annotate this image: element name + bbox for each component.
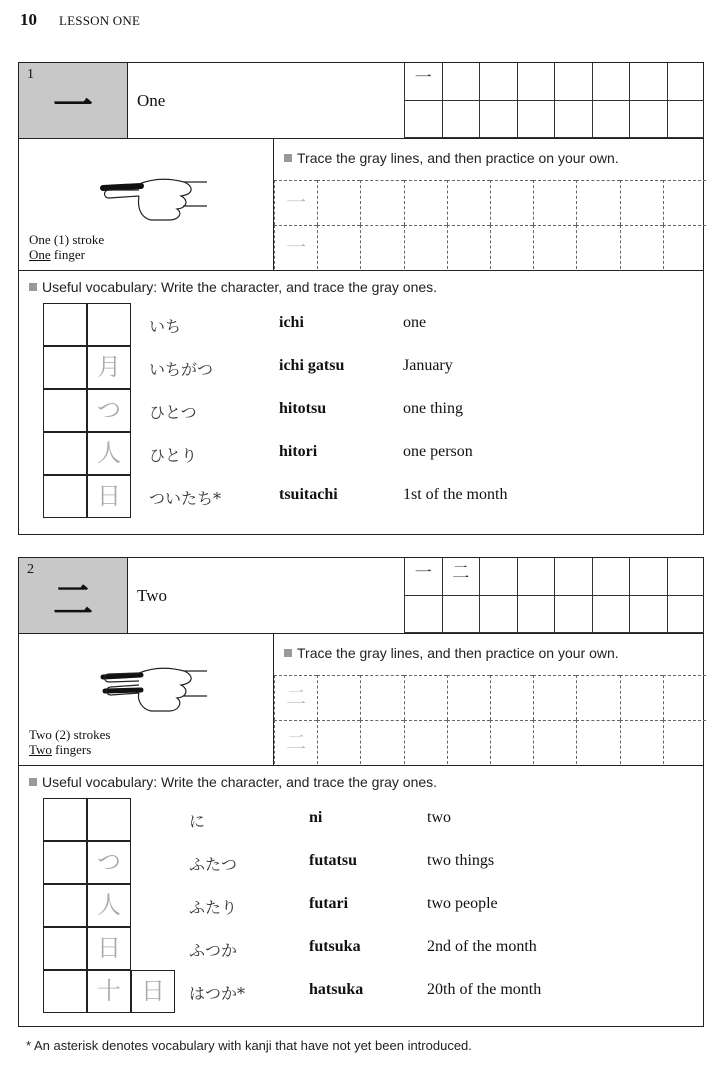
vocab-write-cell[interactable] (43, 841, 87, 884)
kanji-card-1 (18, 62, 704, 535)
trace-cell[interactable] (663, 225, 706, 270)
vocab-kana: ひとり (149, 446, 198, 465)
stroke-order-cell (554, 558, 592, 596)
vocab-romaji: futsuka (309, 938, 361, 955)
vocab-write-cell[interactable] (43, 884, 87, 927)
vocab-english: two (427, 809, 451, 826)
trace-grid (274, 675, 706, 764)
stroke-order-cell (554, 63, 592, 101)
kanji-display-box (19, 558, 128, 633)
vocab-romaji: hitotsu (279, 400, 327, 417)
stroke-order-cell: 一 (404, 558, 442, 596)
stroke-order-cell (517, 63, 555, 101)
vocab-english: two things (427, 852, 495, 869)
vocab-romaji: hitori (279, 443, 318, 460)
bullet-square-icon (29, 283, 37, 291)
kanji-meaning: Two (137, 586, 167, 605)
trace-cell[interactable] (620, 225, 663, 270)
vocab-kana: ひとつ (149, 403, 197, 422)
stroke-order-cell (667, 63, 705, 101)
trace-cell[interactable] (404, 720, 447, 765)
kanji-character: 一 (53, 82, 93, 129)
trace-practice-area (273, 138, 706, 270)
stroke-order-cell (667, 101, 705, 139)
trace-cell[interactable] (404, 675, 447, 720)
kanji-meaning: One (137, 91, 166, 110)
vocab-romaji: tsuitachi (279, 486, 338, 503)
kanji-character: 二 (53, 577, 93, 624)
trace-cell[interactable] (317, 180, 360, 225)
lesson-title: LESSON ONE (59, 13, 141, 28)
trace-cell[interactable] (576, 720, 619, 765)
stroke-count-info (29, 727, 110, 757)
vocab-romaji: hatsuka (309, 981, 364, 998)
vocab-write-cell[interactable] (43, 389, 87, 432)
trace-cell[interactable] (490, 180, 533, 225)
mnemonic-underlined: One (29, 247, 51, 262)
vocab-write-cell[interactable] (43, 927, 87, 970)
stroke-order-cell (629, 558, 667, 596)
trace-cell[interactable] (620, 720, 663, 765)
stroke-order-grid (404, 63, 704, 138)
stroke-order-cell (517, 558, 555, 596)
trace-cell[interactable] (317, 225, 360, 270)
mnemonic-rest: fingers (51, 742, 92, 757)
vocab-write-cell[interactable]: 日 (87, 927, 131, 970)
trace-cell[interactable] (360, 675, 403, 720)
trace-cell[interactable] (317, 720, 360, 765)
trace-cell[interactable] (490, 720, 533, 765)
page-number: 10 (20, 10, 37, 29)
trace-practice-area (273, 633, 706, 765)
trace-cell[interactable] (490, 675, 533, 720)
one-finger-hand-icon (99, 168, 209, 228)
stroke-order-cell (479, 63, 517, 101)
mnemonic-text (29, 742, 110, 757)
stroke-count-text: One (1) stroke (29, 232, 105, 247)
mnemonic-rest: finger (50, 247, 85, 262)
trace-cell[interactable] (404, 225, 447, 270)
stroke-practice-row (19, 633, 703, 766)
kanji-display-box (19, 63, 128, 138)
trace-cell[interactable] (620, 675, 663, 720)
vocab-english: one (403, 314, 427, 331)
vocab-write-cell[interactable] (43, 432, 87, 475)
vocab-write-cell[interactable] (43, 346, 87, 389)
stroke-count-text: Two (2) strokes (29, 727, 111, 742)
vocab-kana: ついたち* (149, 489, 222, 508)
footnote: * An asterisk denotes vocabulary with kanji that have not yet been introduced. (26, 1038, 472, 1053)
vocab-write-cell[interactable]: 人 (87, 884, 131, 927)
page-header (20, 10, 140, 34)
stroke-order-grid (404, 558, 704, 633)
bullet-square-icon (284, 649, 292, 657)
kanji-header-row (19, 558, 703, 634)
trace-cell[interactable] (360, 225, 403, 270)
stroke-order-cell (442, 63, 480, 101)
stroke-order-cell: 一 (404, 63, 442, 101)
vocab-title-text: Useful vocabulary: Write the character, and trace the gray ones. (42, 279, 438, 295)
vocab-write-cell[interactable] (43, 475, 87, 518)
trace-cell[interactable] (533, 225, 576, 270)
stroke-order-cell: 二 (442, 558, 480, 596)
stroke-order-cell (592, 558, 630, 596)
vocab-write-cell[interactable]: 日 (131, 970, 175, 1013)
vocab-english: 1st of the month (403, 486, 508, 503)
trace-grid (274, 180, 706, 269)
vocab-kana: ふたり (189, 898, 238, 917)
vocab-romaji: futari (309, 895, 349, 912)
stroke-order-cell (479, 558, 517, 596)
stroke-order-cell (629, 596, 667, 634)
trace-instruction-text: Trace the gray lines, and then practice on your own. (297, 150, 619, 166)
stroke-order-cell (554, 596, 592, 634)
trace-cell[interactable] (360, 720, 403, 765)
trace-cell[interactable]: 一 (274, 225, 317, 270)
vocab-romaji: futatsu (309, 852, 358, 869)
trace-cell[interactable] (447, 720, 490, 765)
mnemonic-underlined: Two (29, 742, 52, 757)
trace-cell[interactable] (663, 720, 706, 765)
stroke-order-cell (592, 101, 630, 139)
mnemonic-text (29, 247, 104, 262)
stroke-order-cell (629, 101, 667, 139)
vocab-english: 2nd of the month (427, 938, 537, 955)
stroke-order-cell (592, 596, 630, 634)
stroke-order-cell (404, 101, 442, 139)
stroke-order-cell (554, 101, 592, 139)
two-finger-hand-icon (99, 663, 209, 723)
vocab-romaji: ni (309, 809, 323, 826)
vocab-kana: はつか* (189, 984, 246, 1003)
vocab-title-text: Useful vocabulary: Write the character, and trace the gray ones. (42, 774, 438, 790)
vocab-romaji: ichi (279, 314, 304, 331)
vocab-write-cell[interactable]: つ (87, 389, 131, 432)
stroke-order-cell (442, 101, 480, 139)
trace-cell[interactable] (447, 675, 490, 720)
trace-cell[interactable] (663, 180, 706, 225)
bullet-square-icon (284, 154, 292, 162)
stroke-practice-row (19, 138, 703, 271)
vocab-kana: ふたつ (189, 855, 238, 874)
stroke-order-cell (592, 63, 630, 101)
bullet-square-icon (29, 778, 37, 786)
vocab-write-cell[interactable] (43, 970, 87, 1013)
stroke-order-cell (629, 63, 667, 101)
vocab-write-cell[interactable] (43, 303, 87, 346)
vocab-write-cell[interactable]: 人 (87, 432, 131, 475)
vocab-romaji: ichi gatsu (279, 357, 345, 374)
vocab-write-cell[interactable] (87, 303, 131, 346)
vocab-write-cell[interactable]: つ (87, 841, 131, 884)
trace-cell[interactable]: 二 (274, 720, 317, 765)
trace-cell[interactable] (533, 180, 576, 225)
stroke-order-cell (479, 596, 517, 634)
trace-cell[interactable] (576, 180, 619, 225)
trace-cell[interactable] (576, 675, 619, 720)
vocab-english: two people (427, 895, 498, 912)
stroke-order-cell (404, 596, 442, 634)
vocab-english: one thing (403, 400, 463, 417)
trace-cell[interactable] (620, 180, 663, 225)
trace-cell[interactable]: 一 (274, 180, 317, 225)
vocab-title (29, 774, 437, 790)
vocab-kana: に (189, 812, 206, 831)
trace-cell[interactable] (404, 180, 447, 225)
trace-cell[interactable] (317, 675, 360, 720)
stroke-count-info (29, 232, 104, 262)
stroke-order-cell (667, 558, 705, 596)
trace-cell[interactable] (663, 675, 706, 720)
kanji-number: 1 (27, 67, 34, 82)
trace-instruction-text: Trace the gray lines, and then practice on your own. (297, 645, 619, 661)
trace-cell[interactable] (533, 720, 576, 765)
trace-cell[interactable] (360, 180, 403, 225)
vocab-write-cell[interactable] (87, 798, 131, 841)
vocab-write-cell[interactable]: 日 (87, 475, 131, 518)
trace-cell[interactable] (533, 675, 576, 720)
kanji-number: 2 (27, 562, 34, 577)
trace-cell[interactable]: 二 (274, 675, 317, 720)
stroke-order-cell (517, 596, 555, 634)
vocab-kana: いちがつ (149, 360, 214, 379)
stroke-order-cell (479, 101, 517, 139)
vocab-title (29, 279, 437, 295)
trace-instruction (284, 645, 619, 661)
trace-cell[interactable] (447, 225, 490, 270)
vocab-english: January (403, 357, 453, 374)
trace-instruction (284, 150, 619, 166)
vocab-write-cell[interactable]: 月 (87, 346, 131, 389)
kanji-card-2 (18, 557, 704, 1027)
stroke-order-cell (517, 101, 555, 139)
trace-cell[interactable] (447, 180, 490, 225)
stroke-order-cell (667, 596, 705, 634)
stroke-order-cell (442, 596, 480, 634)
vocab-kana: ふつか (189, 941, 238, 960)
trace-cell[interactable] (576, 225, 619, 270)
vocab-write-cell[interactable]: 十 (87, 970, 131, 1013)
trace-cell[interactable] (490, 225, 533, 270)
vocab-kana: いち (149, 317, 182, 336)
vocab-write-cell[interactable] (43, 798, 87, 841)
vocab-english: one person (403, 443, 473, 460)
vocab-english: 20th of the month (427, 981, 542, 998)
kanji-header-row (19, 63, 703, 139)
